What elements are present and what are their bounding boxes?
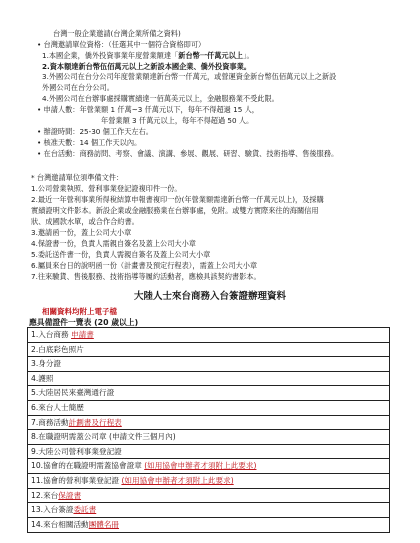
- row-link[interactable]: 委託書: [73, 505, 97, 515]
- section-title: 大陸人士來台商務入台簽證辦理資料: [133, 291, 286, 302]
- document-item-2: 2.最近一年營利事業所得稅結算申報書複印一份(年營業額需達新台幣一仟萬元以上)，及採購: [31, 195, 324, 204]
- table-row: [28, 459, 389, 474]
- qualification-item-3-cont: 外國公司在台分公司。: [42, 83, 114, 92]
- qualification-item-3: 3.外國公司在台分公司年度營業額達新台幣一仟萬元，或營運資金新台幣伍佰萬元以上之新設: [42, 72, 337, 81]
- row-label: 10.協會的在職證明需蓋協會證章: [31, 461, 145, 471]
- row-note[interactable]: (如用協會申辦者才須附上此要求): [121, 475, 234, 485]
- table-row: [28, 372, 389, 387]
- table-row: [28, 474, 389, 489]
- table-row: [28, 430, 389, 445]
- table-row: [28, 343, 389, 358]
- qualification-item-1: [42, 51, 254, 60]
- row-label: 6.來台人士簡歷: [31, 402, 84, 412]
- table-row: [28, 445, 389, 460]
- applicant-count: • 申請人數：年營業額 1 仟萬~3 仟萬元以下，每年不得超過 15 人，: [37, 105, 259, 114]
- qualification-item-2: 2.資本額達新台幣伍佰萬元以上之新設本國企業、僑外投資事業。: [42, 62, 251, 71]
- qualification-item-1-highlight: 新台幣一仟萬元以上: [178, 51, 243, 60]
- document-item-7: 7.往來驗貨、售後服務、技術指導等履約活動者，應檢具該契約書影本。: [31, 272, 261, 281]
- documents-heading: * 台灣邀請單位須準備文件：: [31, 173, 124, 182]
- row-label: 12.來台: [31, 490, 59, 500]
- row-note[interactable]: (如用協會申辦者才須附上此要求): [144, 461, 257, 471]
- row-label: 7.商務活動: [31, 417, 69, 427]
- header-line: 台灣一般企業邀請(台灣企業所備之資料): [53, 29, 181, 38]
- row-label: 14.來台相關活動: [31, 519, 89, 529]
- row-label: 13.入台簽證: [31, 505, 74, 515]
- row-label: 5.大陸居民來臺灣通行證: [31, 388, 115, 398]
- row-label: 9.大陸公司營利事業登記證: [31, 446, 122, 456]
- table-row: [28, 489, 389, 504]
- table-row: [28, 518, 389, 533]
- row-label: 11.協會的營利事業登記證: [31, 475, 122, 485]
- required-documents-table: [27, 327, 390, 533]
- table-row: [28, 401, 389, 416]
- table-row: [28, 328, 389, 343]
- row-link[interactable]: 團體名冊: [88, 519, 120, 529]
- activities-in-taiwan: • 在台活動：商務訪問、考察、會議、演講、參展、觀展、研習、驗貨、技術指導、售後服務。: [37, 149, 339, 158]
- table-row: [28, 357, 389, 372]
- document-item-5: 5.委託送件書一份，負責人需親自簽名及蓋上公司大小章: [31, 250, 211, 259]
- document-item-4: 4.保證書一份，負責人需親自簽名及蓋上公司大小章: [31, 239, 196, 248]
- approval-days: • 核准天數：14 個工作天以內。: [37, 138, 142, 147]
- table-row: [28, 416, 389, 431]
- qualification-item-1-suffix: 」。: [242, 51, 254, 60]
- table-row: [28, 503, 389, 518]
- document-item-2-cont2: 狀、成國款水單，或合作合約書。: [31, 217, 139, 226]
- row-label: 3.身分證: [31, 359, 62, 369]
- document-item-6: 6.屬員來台日的說明函一份（計畫書及預定行程表），需蓋上公司大小章: [31, 261, 258, 270]
- row-label: 4.護照: [31, 373, 54, 383]
- document-item-1: 1.公司營業執照、營利事業登記證複印件一份。: [31, 184, 182, 193]
- processing-time: • 辦證時間：25-30 個工作天左右。: [37, 127, 153, 136]
- document-item-3: 3.邀請函一份，蓋上公司大小章: [31, 228, 132, 237]
- required-documents-heading: 應具備證件一覽表 (20 歲以上): [29, 318, 139, 327]
- qualification-item-4: 4.外國公司在台辦事處採購實績達一佰萬美元以上，金融服務業不受此限。: [42, 94, 279, 103]
- row-link[interactable]: 計劃書及行程表: [68, 417, 122, 427]
- row-label: 8.在職證明需蓋公司章 (申請文件三個月內): [31, 432, 176, 442]
- row-label: 1.入台商務: [31, 330, 72, 339]
- table-row: [28, 386, 389, 401]
- document-item-2-cont: 實績證明文件影本。新設企業或金融服務業在台辦事處，免附。或雙方實際來往的海關信用: [31, 206, 319, 215]
- row-label: 2.白底彩色照片: [31, 344, 84, 354]
- applicant-count-cont: 年營業額 3 仟萬元以上，每年不得超過 50 人。: [101, 116, 254, 125]
- qualification-item-1-prefix: 1.本國企業，僑外投資事業年度營業額達「: [42, 51, 179, 60]
- row-link[interactable]: 保證書: [58, 490, 82, 500]
- row-link[interactable]: 申請書: [71, 330, 94, 339]
- attachment-note: 相關資料均附上電子檔: [42, 307, 117, 316]
- qualification-heading: • 台灣邀請單位資格：（任選其中一個符合資格即可）: [37, 40, 206, 49]
